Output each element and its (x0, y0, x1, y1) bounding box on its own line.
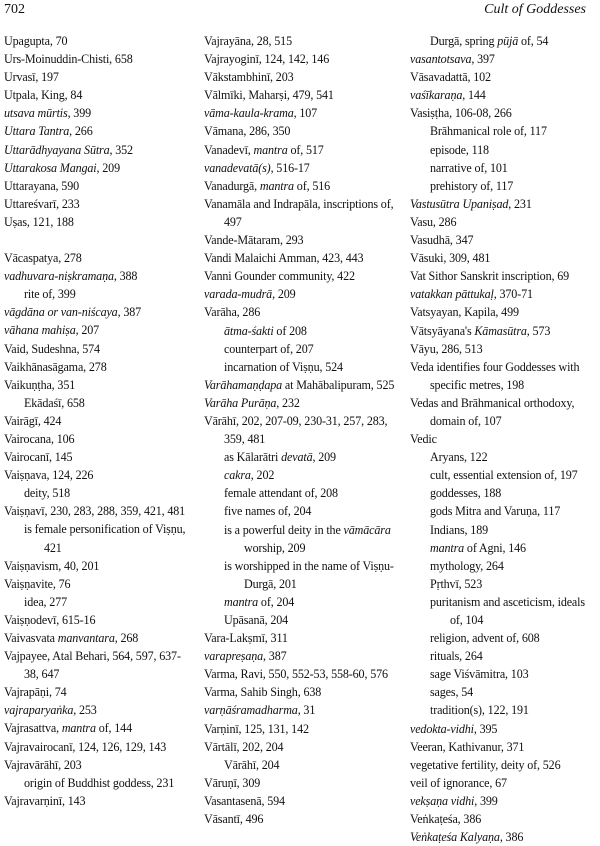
index-subentry (4, 520, 190, 556)
entry-text: Vātsyāyana's (410, 323, 475, 338)
entry-italic-term: varapreṣaṇa (204, 649, 264, 664)
entry-italic-term: vedokta-vidhi (410, 721, 474, 736)
index-subentry (410, 32, 598, 50)
index-subentry (204, 502, 396, 520)
entry-text: mythology, 264 (430, 558, 504, 573)
entry-text: , 268 (114, 631, 139, 645)
index-entry (204, 665, 396, 683)
entry-text: Vairāgī, 424 (4, 413, 62, 428)
entry-text: goddesses, 188 (430, 486, 502, 501)
entry-text: female attendant of, 208 (224, 486, 338, 501)
entry-text: Vasu, 286 (410, 214, 457, 229)
index-entry (4, 104, 190, 122)
index-subentry (410, 159, 598, 177)
entry-text: Vajravairocanī, 124, 126, 129, 143 (4, 739, 167, 754)
index-entry (4, 756, 190, 774)
index-entry (204, 792, 396, 810)
entry-italic-term: Kāmasūtra (474, 323, 527, 338)
entry-text: Vaid, Sudeshna, 574 (4, 341, 100, 356)
entry-text: , 31 (297, 703, 316, 718)
index-entry (4, 358, 190, 376)
entry-text: , 144 (462, 88, 486, 103)
index-entry (4, 122, 190, 140)
index-subentry (410, 683, 598, 701)
index-entry (4, 303, 190, 321)
page-number: 702 (4, 2, 25, 17)
entry-text: Vaiṣṇava, 124, 226 (4, 468, 94, 483)
index-subentry (204, 448, 396, 466)
entry-text: Vasudhā, 347 (410, 233, 474, 248)
page-header (0, 2, 600, 22)
index-entry (204, 412, 396, 448)
entry-text: Vaikuṇṭha, 351 (4, 377, 76, 392)
entry-text: Vedas and Brāhmanical orthodoxy, domain of, 107 (410, 395, 575, 428)
entry-italic-term: mantra (253, 142, 288, 157)
entry-italic-term: varṇāśramadharma (204, 703, 298, 718)
entry-text: origin of Buddhist goddess, 231 (24, 775, 175, 790)
entry-italic-term: mantra (259, 178, 294, 193)
index-entry (204, 249, 396, 267)
entry-text: , 231 (508, 196, 532, 211)
index-entry (410, 756, 598, 774)
entry-text: Vāsuki, 309, 481 (410, 251, 491, 266)
index-entry (410, 50, 598, 68)
entry-text: , 266 (69, 124, 93, 139)
index-entry (4, 213, 190, 231)
entry-italic-term: mantra (430, 540, 465, 555)
index-entry (4, 177, 190, 195)
entry-text: Durgā, spring (430, 34, 498, 48)
entry-text: , 207 (75, 323, 100, 338)
index-entry (410, 828, 598, 846)
index-entry (4, 249, 190, 267)
index-subentry (204, 484, 396, 502)
index-entry (410, 340, 598, 358)
entry-text: Vara-Lakṣmī, 311 (204, 631, 288, 646)
entry-text: Vāyu, 286, 513 (410, 341, 483, 356)
entry-italic-term: vatakkan pāttukaḷ (410, 287, 494, 302)
entry-text: Vālmīki, Maharṣi, 479, 541 (204, 88, 334, 103)
entry-text: Vajrayāna, 28, 515 (204, 34, 292, 48)
entry-italic-term: manvantara (57, 631, 115, 645)
entry-text: , 370-71 (493, 287, 533, 302)
index-entry (410, 322, 598, 340)
index-entry (410, 810, 598, 828)
entry-text: Veeran, Kathivanur, 371 (410, 739, 525, 754)
entry-text: , 387 (263, 649, 287, 664)
index-entry (410, 358, 598, 394)
entry-text: Vajravārāhī, 203 (4, 757, 82, 772)
entry-text: Vārtālī, 202, 204 (204, 739, 284, 754)
entry-text: Vācaspatya, 278 (4, 251, 82, 266)
entry-text: Vande-Mātaram, 293 (204, 233, 304, 248)
entry-text: Vedic (410, 432, 437, 447)
index-entry (410, 195, 598, 213)
entry-text: of, 54 (518, 34, 549, 48)
entry-text: Vaiṣṇavism, 40, 201 (4, 558, 100, 573)
entry-text: sages, 54 (430, 685, 473, 700)
entry-text: vegetative fertility, deity of, 526 (410, 757, 561, 772)
index-entry (4, 267, 190, 285)
index-subentry (410, 141, 598, 159)
entry-text: , 209 (96, 160, 120, 175)
index-subentry (4, 774, 190, 792)
index-subentry (410, 647, 598, 665)
index-entry (204, 647, 396, 665)
index-entry (4, 141, 190, 159)
entry-text: veil of ignorance, 67 (410, 775, 507, 790)
index-entry (4, 701, 190, 719)
index-entry (4, 412, 190, 430)
index-entry (410, 303, 598, 321)
index-entry (410, 249, 598, 267)
index-entry (204, 50, 396, 68)
index-entry (204, 629, 396, 647)
entry-text: incarnation of Viṣṇu, 524 (224, 359, 343, 374)
index-subentry (4, 484, 190, 502)
entry-text: Vandi Malaichi Amman, 423, 443 (204, 251, 364, 266)
index-subentry (410, 629, 598, 647)
index-entry (4, 448, 190, 466)
index-entry (4, 629, 190, 647)
entry-text: narrative of, 101 (430, 160, 508, 175)
entry-text: of, 144 (95, 721, 132, 736)
index-subentry (410, 502, 598, 520)
entry-italic-term: Veṅkaṭeśa Kalyaṇa (410, 830, 500, 845)
index-entry (4, 321, 190, 339)
entry-text: Veda identifies four Goddesses with specific metres, 198 (410, 359, 580, 392)
index-subentry (410, 665, 598, 683)
index-entry (204, 231, 396, 249)
entry-italic-term: utsava mūrtis (4, 106, 68, 121)
entry-italic-term: vāma-kaula-krama (204, 106, 294, 121)
index-entry (410, 738, 598, 756)
entry-italic-term: mantra (224, 594, 259, 609)
entry-text: Vāruṇī, 309 (204, 775, 261, 790)
index-entry (204, 774, 396, 792)
entry-text: is worshipped in the name of Viṣṇu-Durgā, 201 (224, 558, 394, 591)
entry-text: , 397 (471, 52, 495, 67)
index-entry (410, 720, 598, 738)
entry-text: , 516-17 (270, 160, 310, 175)
entry-text: Vākstambhinī, 203 (204, 70, 294, 85)
entry-italic-term: vāmācāra (343, 522, 391, 537)
entry-text: prehistory of, 117 (430, 178, 514, 193)
entry-text: Vaikhānasāgama, 278 (4, 359, 107, 374)
index-entry (410, 104, 598, 122)
index-entry (410, 213, 598, 231)
entry-italic-term: ātma-śakti (224, 323, 274, 338)
index-entry (204, 683, 396, 701)
entry-text: , 573 (526, 323, 551, 338)
index-entry (4, 575, 190, 593)
index-entry (204, 141, 396, 159)
index-entry (204, 32, 396, 50)
index-entry (4, 683, 190, 701)
index-subentry (204, 611, 396, 629)
entry-text: as Kālarātri (224, 450, 282, 465)
entry-italic-term: Uttarakosa Mangai (4, 160, 97, 175)
entry-italic-term: vekṣaṇa vidhi (410, 793, 475, 808)
entry-text: of 208 (273, 323, 307, 338)
entry-text: of, 517 (287, 142, 324, 157)
running-title: Cult of Goddesses (484, 2, 586, 17)
index-entry (204, 267, 396, 285)
index-entry (204, 394, 396, 412)
entry-text: counterpart of, 207 (224, 341, 314, 356)
entry-text: Vāmana, 286, 350 (204, 124, 291, 139)
entry-italic-term: cakra (224, 468, 251, 483)
entry-text: five names of, 204 (224, 504, 312, 519)
entry-text: Urs-Moinuddin-Chisti, 658 (4, 52, 133, 67)
entry-text: Vārāhī, 202, 207-09, 230-31, 257, 283, 359, 481 (204, 413, 388, 447)
index-entry (204, 122, 396, 140)
index-entry (410, 792, 598, 810)
index-subentry (410, 448, 598, 466)
index-subentry (410, 701, 598, 719)
index-entry (410, 86, 598, 104)
index-entry (410, 231, 598, 249)
entry-text: Uttareśvarī, 233 (4, 196, 80, 211)
index-subentry (410, 122, 598, 140)
entry-text: , 399 (474, 793, 498, 808)
index-entry (204, 720, 396, 738)
index-entry (410, 68, 598, 86)
entry-text: Vajpayee, Atal Behari, 564, 597, 637-38, 647 (4, 649, 181, 682)
entry-text: Vanadurgā, (204, 178, 260, 193)
index-entry (204, 810, 396, 828)
entry-text: religion, advent of, 608 (430, 631, 540, 646)
index-subentry (4, 285, 190, 303)
entry-text: cult, essential extension of, 197 (430, 468, 578, 483)
entry-text: Vasiṣṭha, 106-08, 266 (410, 106, 512, 121)
entry-text: tradition(s), 122, 191 (430, 703, 529, 718)
index-entry (4, 32, 190, 50)
entry-text: rite of, 399 (24, 287, 76, 302)
entry-text: Veṅkaṭeśa, 386 (410, 812, 482, 827)
index-column-2 (204, 32, 396, 828)
entry-text: , 399 (67, 106, 92, 121)
entry-text: Aryans, 122 (430, 450, 488, 465)
index-entry (4, 719, 190, 737)
entry-text: Uṣas, 121, 188 (4, 214, 74, 229)
entry-text: sage Viśvāmitra, 103 (430, 667, 529, 682)
index-column-1 (4, 32, 190, 810)
entry-text: Vanadevī, (204, 142, 254, 157)
index-subentry (204, 756, 396, 774)
entry-text: episode, 118 (430, 142, 489, 157)
entry-text: , 209 (312, 450, 336, 465)
index-subentry (204, 466, 396, 484)
index-entry (204, 738, 396, 756)
index-entry (204, 195, 396, 231)
entry-text: Varma, Ravi, 550, 552-53, 558-60, 576 (204, 667, 388, 682)
entry-italic-term: vāhana mahiṣa (4, 323, 76, 338)
entry-italic-term: varada-mudrā (204, 287, 273, 302)
entry-text: rituals, 264 (430, 649, 483, 664)
index-entry (4, 68, 190, 86)
entry-italic-term: vaśīkaraṇa (410, 88, 463, 103)
index-entry (4, 159, 190, 177)
entry-text: Vaiṣṇodevī, 615-16 (4, 612, 96, 627)
entry-text: , 386 (499, 830, 524, 845)
entry-text: Vārāhī, 204 (224, 757, 280, 772)
entry-text: worship, 209 (244, 540, 306, 555)
index-entry (204, 285, 396, 303)
index-entry (410, 394, 598, 430)
entry-italic-term: vanadevatā(s) (204, 160, 271, 175)
index-entry (410, 267, 598, 285)
entry-text: Vat Sithor Sanskrit inscription, 69 (410, 269, 570, 284)
index-entry (204, 159, 396, 177)
index-subentry (4, 394, 190, 412)
entry-text: Vajravarṇinī, 143 (4, 793, 86, 808)
entry-text: , 209 (272, 287, 296, 302)
index-entry (204, 303, 396, 321)
index-entry (204, 701, 396, 719)
index-entry (4, 376, 190, 394)
entry-text: , 388 (113, 269, 138, 284)
entry-italic-term: vasantotsava (410, 52, 472, 67)
entry-text: Vanni Gounder community, 422 (204, 269, 355, 284)
entry-italic-term: mantra (61, 721, 96, 736)
entry-text: gods Mitra and Varuṇa, 117 (430, 504, 561, 519)
entry-text: Vatsyayan, Kapila, 499 (410, 305, 519, 320)
entry-text: , 395 (473, 721, 498, 736)
entry-text: Vajrayoginī, 124, 142, 146 (204, 52, 330, 67)
entry-text: deity, 518 (24, 486, 71, 501)
entry-text: Pṛthvī, 523 (430, 576, 483, 591)
entry-text: Vaiṣṇavite, 76 (4, 576, 71, 591)
index-entry (204, 376, 396, 394)
entry-text: Ekādaśī, 658 (24, 395, 85, 410)
entry-text: of, 516 (293, 178, 331, 193)
index-subentry (204, 521, 396, 557)
entry-text: is female personification of Viṣṇu, 421 (24, 522, 186, 555)
index-entry (204, 177, 396, 195)
index-subentry (204, 322, 396, 340)
index-entry (204, 86, 396, 104)
index-entry (410, 285, 598, 303)
entry-text: Vaivasvata (4, 631, 58, 645)
index-entry (4, 611, 190, 629)
entry-text: Varṇinī, 125, 131, 142 (204, 721, 309, 736)
index-entry (4, 430, 190, 448)
entry-text: , 387 (117, 305, 142, 320)
index-entry (4, 340, 190, 358)
entry-text: , 202 (250, 468, 275, 483)
entry-text: of Agni, 146 (464, 540, 526, 555)
entry-text: is a powerful deity in the (224, 522, 344, 537)
entry-italic-term: pūjā (497, 34, 519, 48)
entry-text: Utpala, King, 84 (4, 88, 83, 103)
entry-text: Vaiṣṇavī, 230, 283, 288, 359, 421, 481 (4, 504, 186, 519)
index-subentry (204, 593, 396, 611)
index-entry (4, 195, 190, 213)
index-entry (4, 738, 190, 756)
entry-text: , 253 (73, 703, 97, 718)
index-entry (4, 466, 190, 484)
entry-text: Urvasī, 197 (4, 70, 59, 85)
entry-text: Vajrasattva, (4, 721, 62, 736)
index-subentry (410, 521, 598, 539)
entry-text: Vajrapāṇi, 74 (4, 685, 67, 700)
index-column-3 (410, 32, 598, 846)
index-subentry (204, 358, 396, 376)
entry-text: Vāsavadattā, 102 (410, 70, 491, 85)
entry-text: puritanism and asceticism, ideals of, 104 (430, 594, 585, 627)
entry-text: Varma, Sahib Singh, 638 (204, 685, 322, 700)
entry-italic-term: devatā (281, 450, 313, 465)
index-subentry (410, 177, 598, 195)
entry-text: of, 204 (258, 594, 295, 609)
entry-text: , 352 (109, 142, 133, 157)
entry-text: Varāha, 286 (204, 305, 261, 320)
entry-italic-term: Uttarādhyayana Sūtra (4, 142, 110, 157)
entry-italic-term: vadhuvara-niṣkramaṇa (4, 269, 114, 284)
index-subentry (204, 340, 396, 358)
entry-text: idea, 277 (24, 594, 67, 609)
entry-text: Vasantasenā, 594 (204, 793, 285, 808)
entry-text: , 232 (276, 395, 300, 410)
index-entry (410, 430, 598, 448)
index-subentry (410, 539, 598, 557)
entry-text: Uttarayana, 590 (4, 178, 79, 193)
index-entry (204, 68, 396, 86)
index-subentry (410, 593, 598, 629)
index-entry (4, 792, 190, 810)
index-subentry (410, 575, 598, 593)
index-subentry (410, 557, 598, 575)
entry-italic-term: Vastusūtra Upaniṣad (410, 196, 509, 211)
index-entry (4, 557, 190, 575)
index-entry (4, 86, 190, 104)
entry-text: Vairocanī, 145 (4, 450, 73, 465)
entry-text: Vanamāla and Indrapāla, inscriptions of, 497 (204, 196, 394, 229)
entry-text: Vāsantī, 496 (204, 812, 264, 827)
entry-italic-term: vāgdāna or van-niścaya (4, 305, 118, 320)
index-subentry (204, 557, 396, 593)
entry-italic-term: Varāha Purāṇa (204, 395, 277, 410)
index-subentry (410, 466, 598, 484)
index-entry (4, 502, 190, 520)
entry-text: Upāsanā, 204 (224, 613, 289, 627)
index-subentry (4, 593, 190, 611)
index-entry (410, 774, 598, 792)
index-entry (4, 50, 190, 68)
entry-italic-term: Uttara Tantra (4, 124, 70, 139)
entry-italic-term: Varāhamaṇḍapa (204, 377, 283, 392)
index-subentry (410, 484, 598, 502)
entry-text: at Mahābalipuram, 525 (282, 377, 395, 392)
index-entry (204, 104, 396, 122)
entry-text: Indians, 189 (430, 522, 488, 537)
entry-text: Vairocana, 106 (4, 431, 75, 446)
entry-text: Upagupta, 70 (4, 34, 68, 48)
entry-text: Brāhmanical role of, 117 (430, 124, 547, 139)
index-entry (4, 647, 190, 683)
entry-italic-term: vajraparyaṅka (4, 703, 74, 718)
entry-text: , 107 (293, 106, 318, 121)
